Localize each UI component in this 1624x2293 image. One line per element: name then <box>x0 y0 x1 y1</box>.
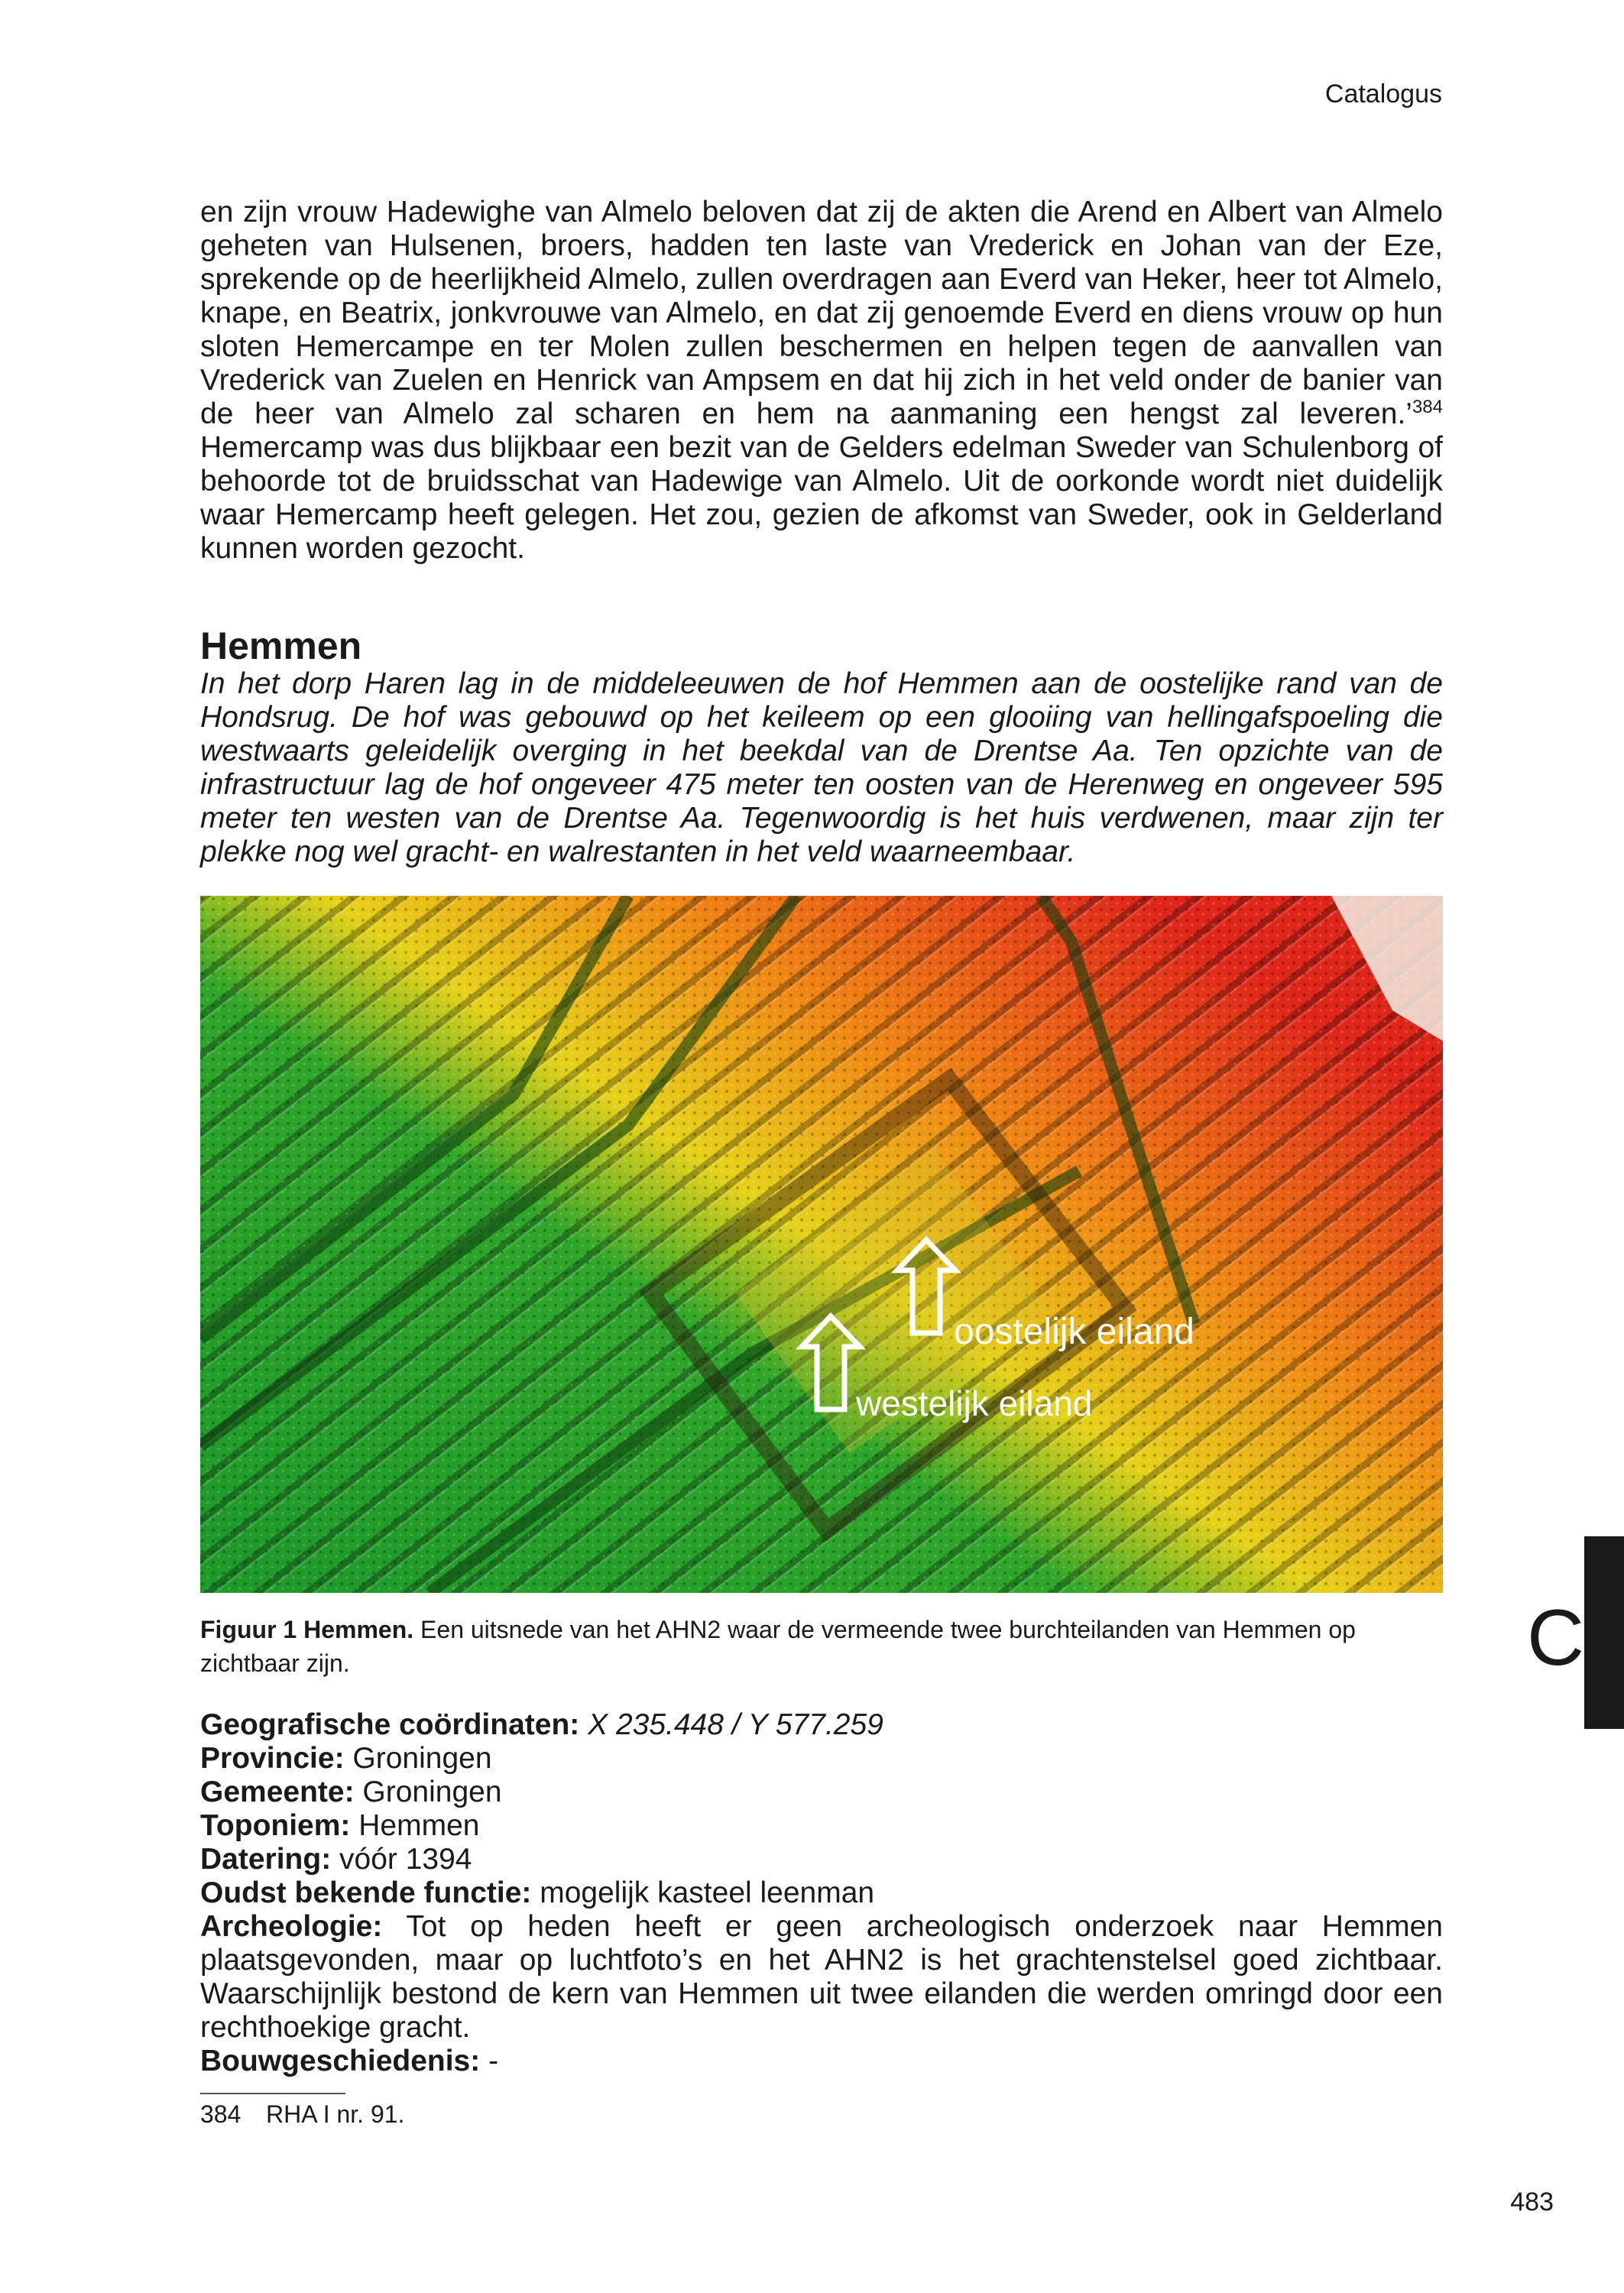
toponiem-value: Hemmen <box>350 1809 480 1842</box>
section-lead: In het dorp Haren lag in de middeleeuwen de hof Hemmen aan de oostelijke rand van de Hondsrug. De hof was gebouwd op het keileem op een glooiing van hellingafspoeling die westwaarts geleidelijk overging in het beekdal van de Drentse Aa. Ten opzichte van de infrastructuur lag de hof ongeveer 475 meter ten oosten van de Herenweg en ongeveer 595 meter ten westen van de Drentse Aa. Tegenwoordig is het huis verdwenen, maar zijn ter plekke nog wel gracht- en walrestanten in het veld waarneembaar. <box>200 667 1443 868</box>
provincie-value: Groningen <box>344 1742 492 1775</box>
functie-value: mogelijk kasteel leenman <box>531 1876 875 1909</box>
section-tab-marker <box>1584 1536 1624 1729</box>
running-head: Catalogus <box>1324 79 1442 109</box>
bouw-value: - <box>480 2045 499 2077</box>
intro-text-before-note: en zijn vrouw Hadewighe van Almelo beloven dat zij de akten die Arend en Albert van Almelo geheten van Hulsenen, broers, hadden ten laste van Vrederick en Johan van der Eze, sprekende op de heerlijkheid Almelo, zullen overdragen aan Everd van Heker, heer tot Almelo, knape, en Beatrix, jonkvrouwe van Almelo, en dat zij genoemde Everd en diens vrouw op hun sloten Hemercampe en ter Molen zullen beschermen en helpen tegen de aanvallen van Vrederick van Zuelen en Henrick van Ampsem en dat hij zich in het veld onder de banier van de heer van Almelo zal scharen en hem na aanmaning een hengst zal leveren.’ <box>200 196 1443 430</box>
page-number: 483 <box>1510 2188 1554 2217</box>
label-oostelijk-eiland: oostelijk eiland <box>954 1312 1194 1352</box>
field-provincie <box>200 1742 1443 1776</box>
field-gemeente <box>200 1776 1443 1809</box>
toponiem-label: Toponiem: <box>200 1809 351 1842</box>
field-functie <box>200 1876 1443 1910</box>
bouw-label: Bouwgeschiedenis: <box>200 2045 481 2077</box>
coords-label: Geografische coördinaten: <box>200 1708 580 1741</box>
coords-value: X 235.448 / Y 577.259 <box>579 1708 883 1741</box>
provincie-label: Provincie: <box>200 1742 345 1775</box>
field-datering <box>200 1843 1443 1876</box>
ahn2-elevation-map <box>200 896 1443 1593</box>
footnote-divider <box>200 2093 345 2094</box>
field-coordinates <box>200 1708 1443 1742</box>
footnote-number: 384 <box>200 2100 241 2128</box>
section-tab-letter: C <box>1527 1594 1585 1682</box>
datering-value: vóór 1394 <box>331 1843 472 1876</box>
functie-label: Oudst bekende functie: <box>200 1876 532 1909</box>
footnote-text: RHA I nr. 91. <box>266 2100 405 2128</box>
label-westelijk-eiland: westelijk eiland <box>856 1383 1093 1423</box>
elevation-map-graphic <box>200 896 1443 1593</box>
field-bouwgeschiedenis <box>200 2045 1443 2078</box>
archeologie-label: Archeologie: <box>200 1910 383 1943</box>
figure-caption <box>200 1613 1443 1680</box>
section-title: Hemmen <box>200 624 362 667</box>
footnote <box>200 2099 404 2129</box>
intro-paragraph <box>200 196 1443 566</box>
gemeente-label: Gemeente: <box>200 1776 355 1808</box>
field-toponiem <box>200 1809 1443 1843</box>
archeologie-value: Tot op heden heeft er geen archeologisch onderzoek naar Hemmen plaatsgevonden, maar op luchtfoto’s en het AHN2 is het grachtenstelsel goed zichtbaar. Waarschijnlijk bestond de kern van Hemmen uit twee eilanden die werden omringd door een rechthoekige gracht. <box>200 1910 1443 2044</box>
field-archeologie <box>200 1910 1443 2045</box>
datering-label: Datering: <box>200 1843 332 1876</box>
caption-label: Figuur 1 Hemmen. <box>200 1616 414 1643</box>
gemeente-value: Groningen <box>354 1776 502 1808</box>
footnote-reference[interactable]: 384 <box>1412 397 1443 417</box>
intro-text-after-note: Hemercamp was dus blijkbaar een bezit van de Gelders edelman Sweder van Schulenborg of behoorde tot de bruidsschat van Hadewige van Almelo. Uit de oorkonde wordt niet duidelijk waar Hemercamp heeft gelegen. Het zou, gezien de afkomst van Sweder, ook in Gelderland kunnen worden gezocht. <box>200 431 1443 565</box>
caption-text: Een uitsnede van het AHN2 waar de vermeende twee burchteilanden van Hemmen op zichtbaar zijn. <box>200 1616 1356 1677</box>
